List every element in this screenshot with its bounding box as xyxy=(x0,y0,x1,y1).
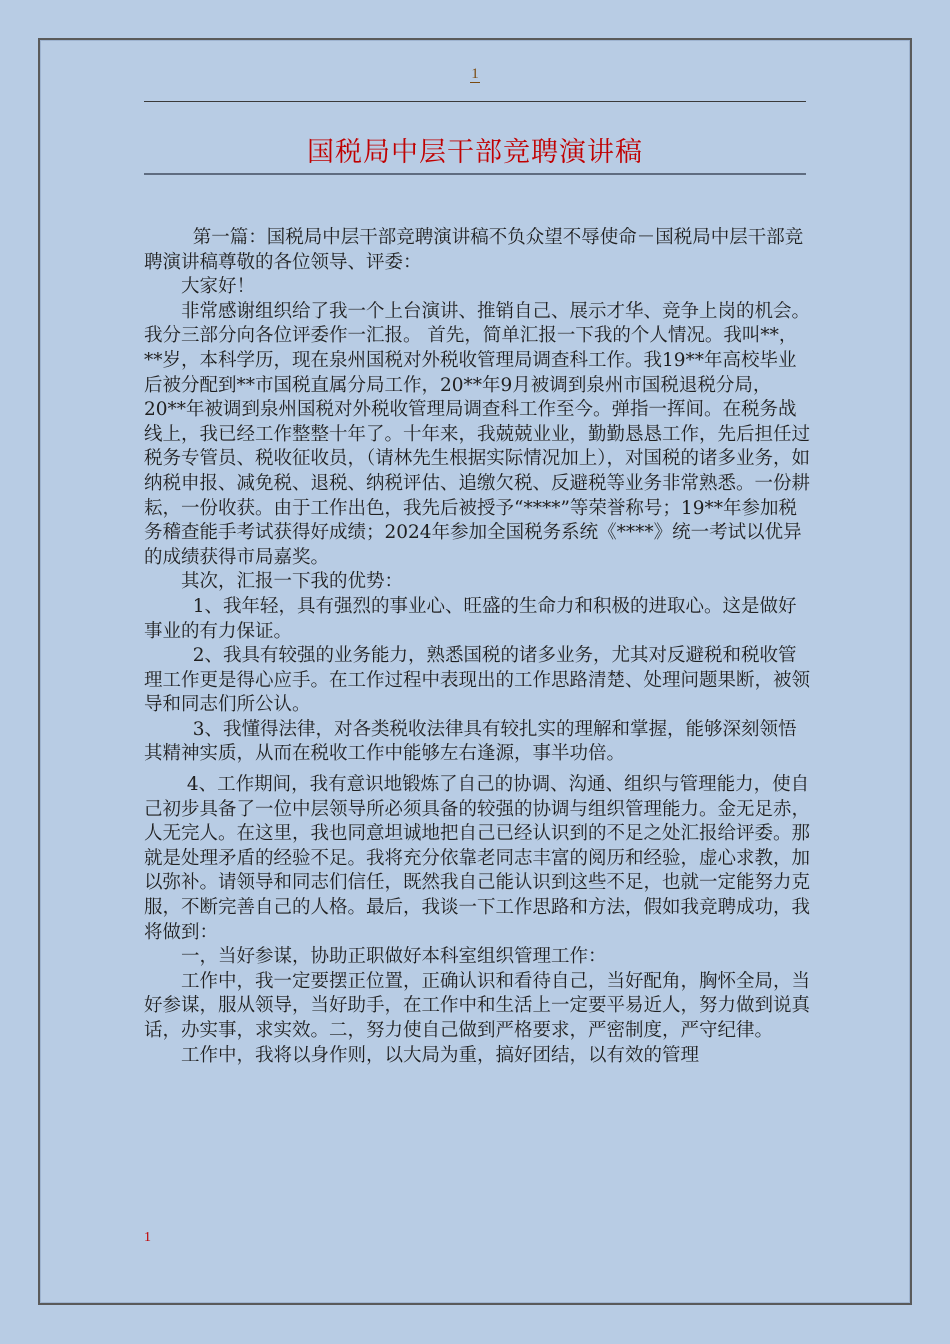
header-page-number xyxy=(0,66,950,83)
paragraph-plan-2: 工作中，我将以身作则，以大局为重，搞好团结，以有效的管理 xyxy=(181,1044,700,1066)
document-title: 国税局中层干部竞聘演讲稿 xyxy=(307,137,643,168)
header-rule xyxy=(144,101,806,102)
paragraph-self-introduction: 非常感谢组织给了我一个上台演讲、推销自己、展示才华、竞争上岗的机会。我分三部分向各位评委作一汇报。 首先，简单汇报一下我的个人情况。我叫**，**岁，本科学历，现在泉州国税对外税收管理局调查科工作。我19**年高校毕业后被分配到**市国税直属分局工作，20**年9月被调到泉州市国税退税分局，20**年被调到泉州国税对外税收管理局调查科工作至今。弹指一挥间。在税务战线上，我已经工作整整十年了。十年来，我兢兢业业，勤勤恳恳工作，先后担任过税务专管员、税收征收员，（请林先生根据实际情况加上），对国税的诸多业务，如纳税申报、减免税、退税、纳税评估、追缴欠税、反避税等业务非常熟悉。一份耕耘，一份收获。由于工作出色，我先后被授予“****”等荣誉称号；19**年参加税务稽查能手考试获得好成绩；2024年参加全国税务系统《****》统一考试以优异的成绩获得市局嘉奖。 xyxy=(144,300,811,568)
title-rule xyxy=(144,173,806,175)
paragraph-plan-1: 工作中，我一定要摆正位置，正确认识和看待自己，当好配角，胸怀全局，当好参谋，服从领导，当好助手，在工作中和生活上一定要平易近人，努力做到说真话，办实事，求实效。二，努力使自己做到严格要求，严密制度，严守纪律。 xyxy=(144,970,811,1041)
paragraph-advantage-4: 4、工作期间，我有意识地锻炼了自己的协调、沟通、组织与管理能力，使自己初步具备了一位中层领导所必须具备的较强的协调与组织管理能力。金无足赤，人无完人。在这里，我也同意坦诚地把自己已经认识到的不足之处汇报给评委。那就是处理矛盾的经验不足。我将充分依靠老同志丰富的阅历和经验，虚心求教，加以弥补。请领导和同志们信任，既然我自己能认识到这些不足，也就一定能努力克服，不断完善自己的人格。最后，我谈一下工作思路和方法，假如我竞聘成功，我将做到： xyxy=(144,774,811,943)
paragraph-greeting: 大家好！ xyxy=(181,276,256,298)
footer-page-number: 1 xyxy=(144,1230,151,1245)
document-body xyxy=(144,226,812,1068)
paragraph-advantage-3: 3、我懂得法律，对各类税收法律具有较扎实的理解和掌握，能够深刻领悟其精神实质，从而在税收工作中能够左右逢源，事半功倍。 xyxy=(144,718,797,765)
paragraph-advantage-2: 2、我具有较强的业务能力，熟悉国税的诸多业务，尤其对反避税和税收管理工作更是得心应手。在工作过程中表现出的工作思路清楚、处理问题果断，被领导和同志们所公认。 xyxy=(144,645,811,716)
paragraph-plan-1-heading: 一，当好参谋，协助正职做好本科室组织管理工作： xyxy=(181,946,607,968)
paragraph-advantage-1: 1、我年轻，具有强烈的事业心、旺盛的生命力和积极的进取心。这是做好事业的有力保证。 xyxy=(144,595,797,642)
paragraph-intro: 第一篇：国税局中层干部竞聘演讲稿不负众望不辱使命－国税局中层干部竞聘演讲稿尊敬的各位领导、评委： xyxy=(144,227,804,273)
paragraph-advantages-heading: 其次，汇报一下我的优势： xyxy=(181,571,404,593)
header-page-number-text: 1 xyxy=(471,66,479,82)
